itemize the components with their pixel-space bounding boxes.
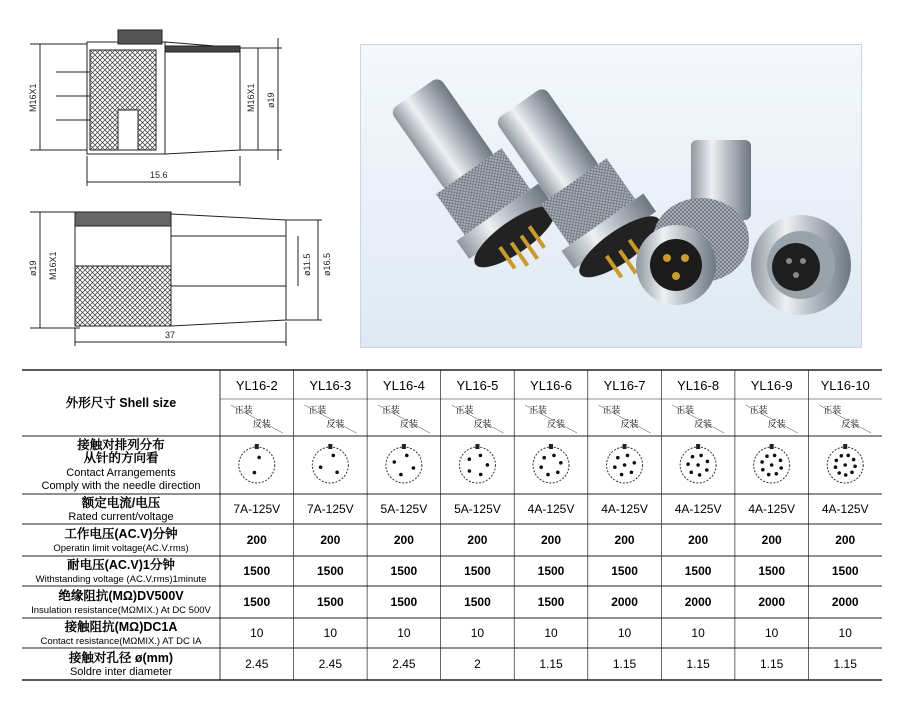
operating-value: 200 <box>761 533 782 547</box>
diameter-value: 1.15 <box>686 657 710 671</box>
mount-front-label: 正装 <box>308 405 327 415</box>
pin-dot <box>556 471 560 475</box>
pin-arrangement-diagram <box>459 447 495 483</box>
pin-dot <box>393 460 397 464</box>
pin-arrangement-diagram <box>386 447 422 483</box>
pin-dot <box>412 466 416 470</box>
diameter-value: 2.45 <box>392 657 416 671</box>
contact_res-value: 10 <box>250 626 264 640</box>
mount-back-label: 反装 <box>841 419 860 429</box>
pin-dot <box>479 473 483 477</box>
row-label-contact: 从针的方向看 <box>83 451 159 465</box>
rated-value: 4A-125V <box>748 502 796 516</box>
technical-drawing <box>0 0 350 360</box>
pin-dot <box>765 454 769 458</box>
insulation-value: 2000 <box>831 595 859 609</box>
pin-dot <box>479 454 483 458</box>
diameter-value: 2.45 <box>245 657 269 671</box>
mount-back-label: 反装 <box>473 419 492 429</box>
rated-value: 5A-125V <box>454 502 501 516</box>
model-name: YL16-4 <box>382 378 425 393</box>
withstand-value: 1500 <box>464 564 491 578</box>
pin-dot <box>696 463 700 467</box>
row-label-rated: 额定电流/电压 <box>81 496 161 510</box>
mount-back-label: 反装 <box>547 419 566 429</box>
pin-dot <box>843 463 847 467</box>
diameter-value: 2.45 <box>318 657 343 671</box>
key-notch <box>623 444 627 449</box>
withstand-value: 1500 <box>611 564 638 578</box>
mount-front-label: 正装 <box>455 405 474 415</box>
mount-back-label: 反装 <box>694 419 713 429</box>
model-name: YL16-9 <box>750 378 793 393</box>
withstand-value: 1500 <box>831 564 859 578</box>
mount-back-label: 反装 <box>620 419 639 429</box>
pin-arrangement-diagram <box>533 447 569 483</box>
diameter-value: 1.15 <box>759 657 784 671</box>
diameter-value: 1.15 <box>539 657 563 671</box>
pin-dot <box>698 473 702 477</box>
row-label-contact_res: 接触阻抗(MΩ)DC1A <box>64 620 178 634</box>
diameter-value: 1.15 <box>612 657 637 671</box>
insulation-value: 2000 <box>611 595 638 609</box>
dim-label: 37 <box>165 330 176 340</box>
mount-back-label: 反装 <box>252 419 271 429</box>
key-notch <box>549 444 553 449</box>
model-name: YL16-6 <box>530 378 572 393</box>
row-label-contact_res: Contact resistance(MΩMIX.) AT DC IA <box>40 636 202 647</box>
rated-value: 4A-125V <box>601 502 648 516</box>
pin-dot <box>773 454 777 458</box>
withstand-value: 1500 <box>537 564 565 578</box>
pin-dot <box>686 462 690 466</box>
pin-dot <box>253 471 257 475</box>
pin-dot <box>837 471 841 475</box>
pin-dot <box>539 465 543 469</box>
mount-front-label: 正装 <box>749 405 768 415</box>
pin-dot <box>705 468 709 472</box>
operating-value: 200 <box>467 533 488 547</box>
insulation-value: 1500 <box>537 595 565 609</box>
contact_res-value: 10 <box>691 626 705 640</box>
withstand-value: 1500 <box>758 564 786 578</box>
pin-dot <box>332 454 336 458</box>
pin-dot <box>691 455 695 459</box>
key-notch <box>770 444 774 449</box>
pin-dot <box>852 458 856 462</box>
pin-arrangement-diagram <box>239 447 275 483</box>
operating-value: 200 <box>614 533 635 547</box>
pin-dot <box>486 463 490 467</box>
mount-back-label: 反装 <box>767 419 786 429</box>
mount-front-label: 正装 <box>529 405 548 415</box>
mount-front-label: 正装 <box>823 405 842 415</box>
pin-arrangement-diagram <box>312 447 348 483</box>
contact_res-value: 10 <box>764 626 779 640</box>
pin-dot <box>616 456 620 460</box>
connector-socket <box>751 215 851 315</box>
row-label-rated: Rated current/voltage <box>68 511 174 523</box>
pin-dot <box>844 473 848 477</box>
pin-dot <box>846 454 850 458</box>
dim-label: ø11.5 <box>302 253 312 276</box>
pin-dot <box>626 454 630 458</box>
top-connector-drawing <box>30 30 282 186</box>
row-label-insulation: Insulation resistance(MΩMIX.) At DC 500V <box>31 605 211 616</box>
rated-value: 7A-125V <box>233 502 281 516</box>
withstand-value: 1500 <box>390 564 418 578</box>
key-notch <box>475 444 479 449</box>
contact_res-value: 10 <box>838 626 852 640</box>
pin-dot <box>834 465 838 469</box>
pin-dot <box>835 459 839 463</box>
pin-dot <box>468 469 472 473</box>
bottom-connector-drawing <box>30 212 322 346</box>
pin-dot <box>335 471 339 475</box>
key-notch <box>696 444 700 449</box>
dim-label: M16X1 <box>48 251 58 280</box>
contact_res-value: 10 <box>470 626 485 640</box>
row-label-withstand: Withstanding voltage (AC.V.rms)1minute <box>35 574 207 585</box>
mount-back-label: 反装 <box>326 419 345 429</box>
row-label-operating: 工作电压(AC.V)分钟 <box>64 527 178 541</box>
mount-front-label: 正装 <box>676 405 695 415</box>
pin-dot <box>623 463 627 467</box>
row-label-diameter: 接触对孔径 ø(mm) <box>68 651 174 665</box>
withstand-value: 1500 <box>243 564 271 578</box>
row-label-diameter: Soldre inter diameter <box>69 666 173 678</box>
pin-dot <box>853 465 857 469</box>
dim-label: M16X1 <box>28 83 38 112</box>
product-photo <box>360 44 862 348</box>
pin-dot <box>552 454 556 458</box>
pin-dot <box>706 460 710 464</box>
contact_res-value: 10 <box>544 626 558 640</box>
mount-front-label: 正装 <box>602 405 621 415</box>
row-label-contact: Contact Arrangements <box>66 467 176 479</box>
pin-dot <box>770 463 774 467</box>
insulation-value: 1500 <box>316 595 344 609</box>
pin-dot <box>767 473 771 477</box>
rated-value: 4A-125V <box>821 502 869 516</box>
spec-table <box>22 369 882 681</box>
rated-value: 5A-125V <box>380 502 428 516</box>
mount-front-label: 正装 <box>381 405 400 415</box>
rated-value: 7A-125V <box>306 502 354 516</box>
pin-dot <box>542 456 546 460</box>
pin-dot <box>405 454 409 458</box>
contact_res-value: 10 <box>323 626 338 640</box>
pin-dot <box>761 468 765 472</box>
model-name: YL16-5 <box>456 378 499 393</box>
model-name: YL16-7 <box>603 378 646 393</box>
operating-value: 200 <box>540 533 562 547</box>
row-label-contact: 接触对排列分布 <box>77 438 165 452</box>
mount-back-label: 反装 <box>399 419 418 429</box>
operating-value: 200 <box>393 533 414 547</box>
model-name: YL16-3 <box>309 378 352 393</box>
model-name: YL16-8 <box>677 378 720 393</box>
pin-dot <box>319 465 323 469</box>
contact_res-value: 10 <box>617 626 632 640</box>
dim-label: ø16.5 <box>322 252 332 276</box>
diameter-value: 2 <box>474 657 481 671</box>
pin-dot <box>257 456 261 460</box>
pin-dot <box>546 473 550 477</box>
insulation-value: 2000 <box>758 595 786 609</box>
key-notch <box>402 444 406 449</box>
dim-label: ø19 <box>28 260 38 276</box>
diameter-value: 1.15 <box>833 657 857 671</box>
mount-front-label: 正装 <box>234 405 253 415</box>
key-notch <box>255 444 259 449</box>
pin-dot <box>690 471 694 475</box>
operating-value: 200 <box>246 533 267 547</box>
dim-label: 15.6 <box>150 170 168 180</box>
rated-value: 4A-125V <box>674 502 722 516</box>
pin-dot <box>468 457 472 461</box>
key-notch <box>843 444 847 449</box>
dim-label: ø19 <box>266 92 276 108</box>
pin-dot <box>850 471 854 475</box>
pin-dot <box>779 466 783 470</box>
row-label-shell: 外形尺寸 Shell size <box>65 396 177 410</box>
pin-dot <box>620 473 624 477</box>
pin-dot <box>613 465 617 469</box>
key-notch <box>328 444 332 449</box>
pin-dot <box>633 461 637 465</box>
operating-value: 200 <box>835 533 856 547</box>
row-label-operating: Operatin limit voltage(AC.V.rms) <box>53 543 189 554</box>
withstand-value: 1500 <box>684 564 712 578</box>
operating-value: 200 <box>320 533 341 547</box>
insulation-value: 2000 <box>684 595 712 609</box>
pin-dot <box>779 459 783 463</box>
pin-dot <box>775 472 779 476</box>
insulation-value: 1500 <box>464 595 491 609</box>
pin-dot <box>630 471 634 475</box>
model-name: YL16-10 <box>820 378 870 393</box>
insulation-value: 1500 <box>243 595 271 609</box>
row-label-contact: Comply with the needle direction <box>41 480 201 492</box>
pin-dot <box>699 454 703 458</box>
pin-dot <box>840 454 844 458</box>
dim-label: M16X1 <box>246 83 256 112</box>
rated-value: 4A-125V <box>527 502 575 516</box>
withstand-value: 1500 <box>316 564 344 578</box>
row-label-insulation: 绝缘阻抗(MΩ)DV500V <box>58 589 184 603</box>
pin-dot <box>399 473 403 477</box>
row-label-withstand: 耐电压(AC.V)1分钟 <box>67 558 175 572</box>
model-name: YL16-2 <box>235 378 278 393</box>
pin-dot <box>760 460 764 464</box>
pin-dot <box>559 461 563 465</box>
insulation-value: 1500 <box>390 595 418 609</box>
operating-value: 200 <box>688 533 709 547</box>
contact_res-value: 10 <box>397 626 411 640</box>
